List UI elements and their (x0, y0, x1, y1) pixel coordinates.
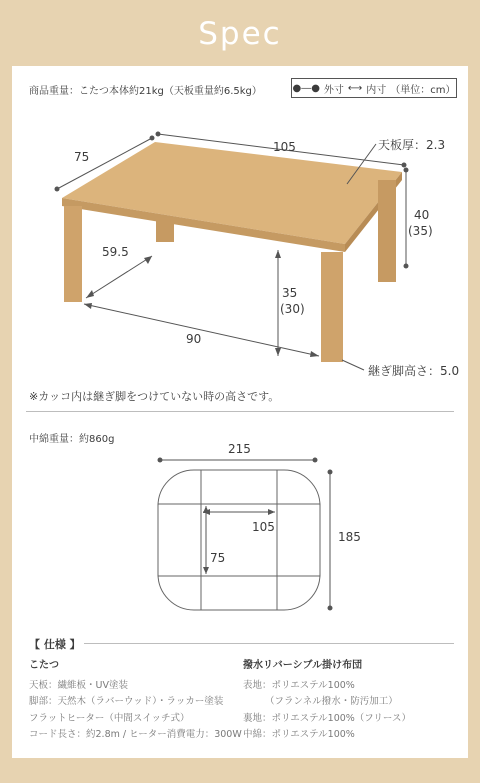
width-label: 105 (273, 140, 296, 154)
legend-inner-label: 内寸 (366, 84, 387, 96)
legend-unit-label: （単位：cm） (390, 84, 456, 96)
depth-label: 75 (74, 150, 90, 164)
spec-kotatsu-heading: こたつ (29, 660, 59, 671)
spec-futon-line: 裏地：ポリエステル100%（フリース） (243, 712, 411, 724)
spec-futon-line: 表地：ポリエステル100% (243, 679, 355, 691)
leg-extension-label: 継ぎ脚高さ：5.0 (368, 364, 460, 378)
height-note: (35) (408, 224, 433, 238)
spec-kotatsu-column (29, 658, 242, 744)
spec-divider (84, 643, 454, 644)
spec-futon-line: 中綿：ポリエステル100% (243, 729, 355, 740)
spec-kotatsu-line: 天板：繊維板・UV塗装 (29, 679, 128, 691)
header-banner (0, 0, 480, 68)
spec-heading: 【 仕様 】 (29, 638, 81, 651)
inner-height-label: 35 (282, 286, 298, 300)
futon-outer-width: 215 (228, 442, 251, 456)
futon-inner-width: 105 (252, 520, 275, 534)
spec-kotatsu-line: コード長さ：約2.8m / ヒーター消費電力：300W (29, 729, 242, 740)
height-label: 40 (414, 208, 430, 222)
spec-futon-line: （フランネル撥水・防汚加工） (265, 696, 398, 707)
product-weight: 商品重量：こたつ本体約21kg（天板重量約6.5kg） (29, 86, 262, 97)
height-note-text: ※カッコ内は継ぎ脚をつけていない時の高さです。 (29, 390, 280, 403)
outer-dimension-arrow-icon: ●―● (292, 82, 320, 94)
page-title: Spec (198, 16, 282, 52)
spec-kotatsu-line: フラットヒーター（中間スイッチ式） (29, 712, 190, 724)
inner-dimension-arrow-icon: ⟷ (347, 82, 363, 94)
spec-card (12, 66, 468, 758)
inner-width-label: 90 (186, 332, 202, 346)
futon-inner-height: 75 (210, 551, 226, 565)
top-thickness-label: 天板厚：2.3 (378, 138, 446, 152)
futon-outer-height: 185 (338, 530, 361, 544)
inner-height-note: (30) (280, 302, 305, 316)
legend-outer-label: 外寸 (323, 84, 344, 96)
spec-kotatsu-line: 脚部：天然木（ラバーウッド）・ラッカー塗装 (29, 696, 224, 707)
futon-weight: 中綿重量：約860g (29, 434, 115, 445)
inner-depth-label: 59.5 (102, 245, 129, 259)
futon-diagram (12, 66, 468, 626)
futon-inner-area (201, 504, 277, 576)
spec-futon-heading: 撥水リバーシブル掛け布団 (243, 660, 363, 671)
spec-futon-column (243, 658, 411, 744)
